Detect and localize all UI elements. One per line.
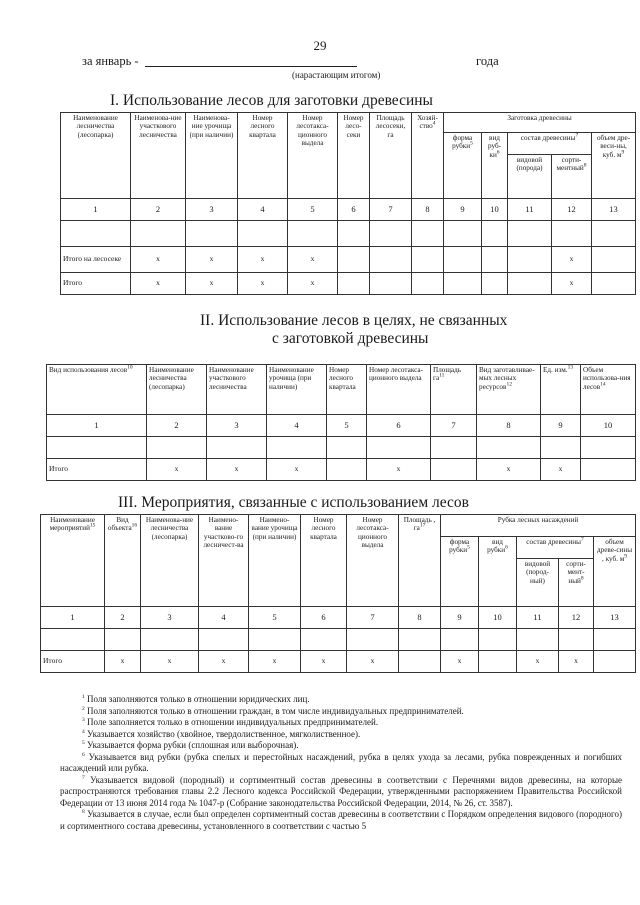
s1-col-obem: объем дре-веси-ны, куб. $м^9$ bbox=[592, 133, 636, 199]
period-suffix: года bbox=[476, 54, 499, 68]
s2-col-vydel: Номер лесотакса-ционного выдела bbox=[367, 365, 431, 415]
footnote-1: $^1$ Поля заполняются только в отношении юридических лиц. bbox=[82, 694, 310, 704]
s2-col-uchastok: Наименование участкового лесничества bbox=[207, 365, 267, 415]
s3-col-urochishe: Наимено-вание урочища (при наличии) bbox=[249, 515, 301, 607]
s1-col-sortiment: сорти-ментный$^8$ bbox=[552, 155, 592, 199]
s2-col-leshnichestvo: Наименование лесничества (лесопарка) bbox=[147, 365, 207, 415]
s1-empty-row bbox=[61, 221, 636, 247]
s3-col-sortiment: сорти-мент-ный$^8$ bbox=[559, 559, 594, 607]
footnotes bbox=[60, 694, 622, 832]
section-3-table bbox=[40, 514, 636, 673]
s1-col-sostav: состав древесины$^7$ bbox=[508, 133, 592, 155]
s2-number-row: 1 2 3 4 5 6 7 8 9 10 bbox=[47, 415, 636, 437]
s3-col-meropriyatiya: Наименование мероприятий$^{15}$ bbox=[41, 515, 105, 607]
s2-col-urochishe: Наименование урочища (при наличии) bbox=[267, 365, 327, 415]
section-2-title-line1: II. Использование лесов в целях, не связанных bbox=[200, 312, 508, 329]
s1-col-hozyaistvo: Хозяй-ство$^4$ bbox=[412, 113, 444, 199]
s3-col-sostav: состав древесины$^7$ bbox=[517, 537, 594, 559]
section-1-table bbox=[60, 112, 636, 295]
s2-itog-row: Итого x x x x x x bbox=[47, 459, 636, 481]
footnote-3: $^3$ Поле заполняется только в отношении индивидуальных предпринимателей. bbox=[82, 717, 379, 728]
s3-itog-row: Итого x x x x x x x x x bbox=[41, 651, 636, 673]
period-blank-line bbox=[145, 66, 357, 67]
s3-col-uchastok: Наимено-вание участково-го лесничест-ва bbox=[199, 515, 249, 607]
s2-col-ploshad: Площадь $га^{11}$ bbox=[431, 365, 477, 415]
s2-col-resursy: Вид заготавливае-мых лесных ресурсов$^{12}$ bbox=[477, 365, 541, 415]
s3-col-vid-obekta: Вид объекта$^{16}$ bbox=[105, 515, 141, 607]
s3-col-vid: вид рубки$^6$ bbox=[479, 537, 517, 607]
s1-col-kvartal: Номер лесного квартала bbox=[238, 113, 288, 199]
section-2-title-line2: с заготовкой древесины bbox=[272, 330, 429, 347]
section-2-table bbox=[46, 364, 636, 481]
s3-number-row: 1 2 3 4 5 6 7 8 9 10 11 12 13 bbox=[41, 607, 636, 629]
footnote-2: $^2$ Поля заполняются только в отношении граждан, в том числе индивидуальных предпринимателей. bbox=[82, 705, 464, 716]
s2-empty-row bbox=[47, 437, 636, 459]
s1-col-leshnichestvo: Наименование лесничества (лесопарка) bbox=[61, 113, 131, 199]
s3-empty-row bbox=[41, 629, 636, 651]
s2-col-ed-izm: Ед. изм.$^{13}$ bbox=[541, 365, 581, 415]
s3-col-forma: форма рубки$^5$ bbox=[441, 537, 479, 607]
s3-col-kvartal: Номер лесного квартала bbox=[301, 515, 347, 607]
footnote-7: $^7$ Указывается видовой (породный) и сортиментный состав древесины в соответствии с Перечнями видов древесины, на которые распространяются требования главы 2.2 Лесного кодекса Российской Федерации, утвержденными распоряжением Правительства Российской Федерации от 13 июня 2014 года № 1047-р (Собрание законодательства Российской Федерации, 2014, № 26, ст. 3587). bbox=[60, 774, 622, 808]
s1-col-vid: вид руб-$ки^6$ bbox=[482, 133, 508, 199]
footnote-4: $^4$ Указывается хозяйство (хвойное, твердолиственное, мягколиственное). bbox=[82, 728, 361, 739]
footnote-5: $^5$ Указывается форма рубки (сплошная или выборочная). bbox=[82, 740, 299, 751]
page-number: 29 bbox=[313, 38, 327, 53]
s1-itog-lesoseka-row: Итого на лесосеке x x x x x bbox=[61, 247, 636, 273]
s1-col-leseka: Номер лесо-секи bbox=[338, 113, 370, 199]
s1-col-vidovoy: видовой (порода) bbox=[508, 155, 552, 199]
s1-itog-row: Итого x x x x x bbox=[61, 273, 636, 295]
s3-col-vydel: Номер лесотакса-ционного выдела bbox=[347, 515, 399, 607]
s2-col-kvartal: Номер лесного квартала bbox=[327, 365, 367, 415]
s1-col-forma: форма рубки$^5$ bbox=[444, 133, 482, 199]
s3-group-rubka: Рубка лесных насаждений bbox=[441, 515, 636, 537]
s2-col-vid-ispolzovaniya: Вид использования лесов$^{10}$ bbox=[47, 365, 147, 415]
section-3-title: III. Мероприятия, связанные с использованием лесов bbox=[118, 494, 469, 511]
s3-col-leshnichestvo: Наименова-ние лесничества (лесопарка) bbox=[141, 515, 199, 607]
s1-col-uchastok: Наименова-ние участкового лесничества bbox=[131, 113, 186, 199]
s1-col-urochishe: Наименова-ние урочища (при наличии) bbox=[186, 113, 238, 199]
period-prefix: за январь - bbox=[82, 54, 139, 68]
footnote-6: $^6$ Указывается вид рубки (рубка спелых и перестойных насаждений, рубка в целях ухода за лесами, рубка поврежденных и погибших насаждений или рубка. bbox=[60, 751, 623, 774]
s2-col-obem: Объем использова-ния лесов$^{14}$ bbox=[581, 365, 636, 415]
s1-number-row: 1 2 3 4 5 6 7 8 9 10 11 12 13 bbox=[61, 199, 636, 221]
s1-col-ploshad: Площадь лесосеки, га bbox=[370, 113, 412, 199]
s1-col-vydel: Номер лесотакса-ционного выдела bbox=[288, 113, 338, 199]
footnote-8: $^8$ Указывается в случае, если был определен сортиментный состав древесины в соответствии с Порядком определения видового (породного) и сортиментного состава древесины, установленного в соответствии с частью 5 bbox=[60, 809, 622, 831]
period-note: (нарастающим итогом) bbox=[292, 70, 381, 80]
section-1-title: I. Использование лесов для заготовки древесины bbox=[110, 92, 433, 109]
s3-col-ploshad: Площадь , $га^{17}$ bbox=[399, 515, 441, 607]
s3-col-vidovoy: видовой (пород-ный) bbox=[517, 559, 559, 607]
s1-group-zagotovka: Заготовка древесины bbox=[444, 113, 636, 133]
s3-col-obem: объем древе-сины , куб. $м^9$ bbox=[594, 537, 636, 607]
